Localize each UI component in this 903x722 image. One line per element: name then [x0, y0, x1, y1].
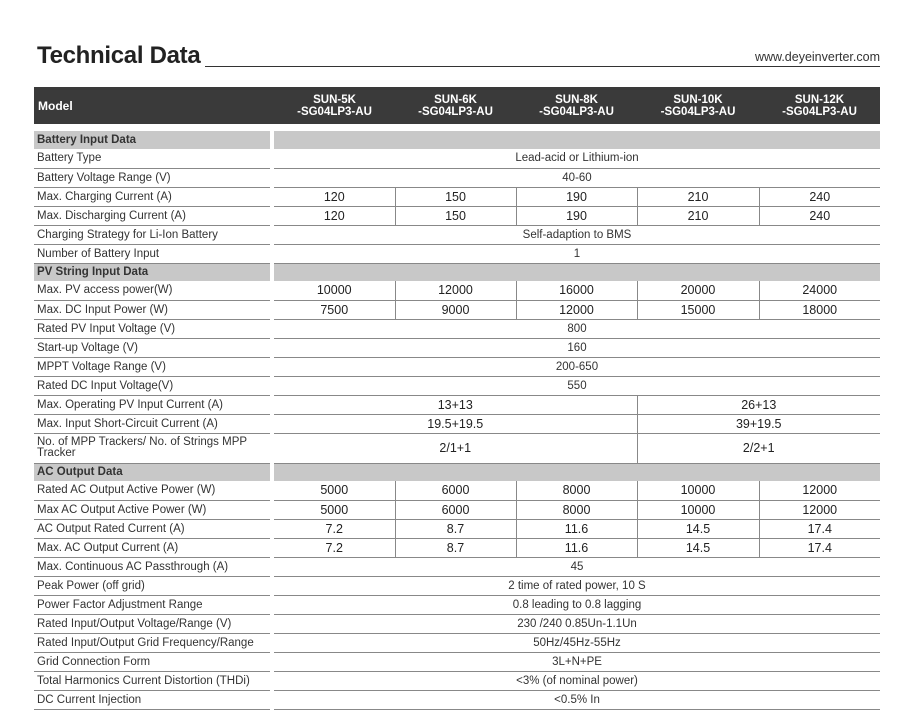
title-rule: [205, 66, 880, 67]
cell-value: 120: [274, 187, 395, 206]
cell-value-group: 39+19.5: [637, 414, 880, 433]
section-fill: [274, 131, 880, 149]
table-row: [34, 338, 880, 357]
table-row: [34, 557, 880, 576]
cell-value-group: 19.5+19.5: [274, 414, 637, 433]
technical-data-table: [34, 87, 880, 710]
model-suffix: -SG04LP3-AU: [297, 105, 372, 118]
cell-value-all-models: 2 time of rated power, 10 S: [274, 576, 880, 595]
model-suffix: -SG04LP3-AU: [418, 105, 493, 118]
model-header-row: [34, 87, 880, 124]
model-column-header: [274, 87, 395, 124]
cell-value: 24000: [759, 281, 880, 300]
row-label: Rated AC Output Active Power (W): [34, 481, 270, 500]
section-header-row: [34, 263, 880, 281]
cell-value: 14.5: [637, 538, 759, 557]
row-label: Battery Type: [34, 149, 270, 168]
cell-value: 17.4: [759, 519, 880, 538]
table-body: [34, 124, 880, 709]
row-label: Grid Connection Form: [34, 652, 270, 671]
cell-value: 7500: [274, 300, 395, 319]
cell-value-all-models: 0.8 leading to 0.8 lagging: [274, 595, 880, 614]
table-row: [34, 538, 880, 557]
table-row: [34, 300, 880, 319]
page-title: Technical Data: [37, 42, 201, 69]
model-column-header: [516, 87, 637, 124]
model-name: SUN-10K: [673, 93, 723, 106]
table-row: [34, 519, 880, 538]
row-label: Max. PV access power(W): [34, 281, 270, 300]
website-url: www.deyeinverter.com: [754, 50, 880, 64]
model-name: SUN-12K: [794, 93, 845, 106]
row-label: DC Current Injection: [34, 690, 270, 709]
cell-value: 15000: [637, 300, 759, 319]
cell-value: 8.7: [395, 519, 516, 538]
cell-value: 150: [395, 187, 516, 206]
cell-value: 18000: [759, 300, 880, 319]
row-label: Battery Voltage Range (V): [34, 168, 270, 187]
cell-value: 9000: [395, 300, 516, 319]
cell-value: 5000: [274, 481, 395, 500]
cell-value-all-models: 1: [274, 244, 880, 263]
table-row: [34, 168, 880, 187]
model-suffix: -SG04LP3-AU: [539, 105, 614, 118]
row-label: Max. Discharging Current (A): [34, 206, 270, 225]
row-label: Total Harmonics Current Distortion (THDi): [34, 671, 270, 690]
cell-value-all-models: <0.5% In: [274, 690, 880, 709]
cell-value: 5000: [274, 500, 395, 519]
table-row: [34, 414, 880, 433]
row-label: Max. Operating PV Input Current (A): [34, 395, 270, 414]
table-row: [34, 281, 880, 300]
row-label: Start-up Voltage (V): [34, 338, 270, 357]
table-row: [34, 357, 880, 376]
table-row: [34, 481, 880, 500]
cell-value: 7.2: [274, 538, 395, 557]
cell-value: 12000: [759, 500, 880, 519]
cell-value-group: 2/2+1: [637, 433, 880, 463]
cell-value: 6000: [395, 500, 516, 519]
table-row: [34, 395, 880, 414]
cell-value-group: 13+13: [274, 395, 637, 414]
table-row: [34, 576, 880, 595]
cell-value: 190: [516, 187, 637, 206]
cell-value: 16000: [516, 281, 637, 300]
cell-value-all-models: 45: [274, 557, 880, 576]
row-label: Peak Power (off grid): [34, 576, 270, 595]
model-label: Model: [34, 87, 270, 124]
row-label: Max. Input Short-Circuit Current (A): [34, 414, 270, 433]
cell-value-all-models: Lead-acid or Lithium-ion: [274, 149, 880, 168]
model-suffix: -SG04LP3-AU: [660, 105, 736, 118]
table-row: [34, 690, 880, 709]
section-title: PV String Input Data: [34, 263, 270, 281]
row-label: Number of Battery Input: [34, 244, 270, 263]
row-label: No. of MPP Trackers/ No. of Strings MPP Tracker: [34, 433, 270, 463]
model-column-header: [395, 87, 516, 124]
table-row: [34, 433, 880, 463]
cell-value: 10000: [274, 281, 395, 300]
cell-value: 6000: [395, 481, 516, 500]
cell-value: 240: [759, 206, 880, 225]
cell-value: 210: [637, 187, 759, 206]
cell-value-all-models: <3% (of nominal power): [274, 671, 880, 690]
table-row: [34, 376, 880, 395]
cell-value: 8.7: [395, 538, 516, 557]
table-row: [34, 319, 880, 338]
table-row: [34, 633, 880, 652]
row-label: Max. Continuous AC Passthrough (A): [34, 557, 270, 576]
cell-value: 20000: [637, 281, 759, 300]
cell-value: 7.2: [274, 519, 395, 538]
table-row: [34, 500, 880, 519]
row-label: Max AC Output Active Power (W): [34, 500, 270, 519]
row-label: MPPT Voltage Range (V): [34, 357, 270, 376]
cell-value: 11.6: [516, 519, 637, 538]
cell-value: 11.6: [516, 538, 637, 557]
cell-value: 17.4: [759, 538, 880, 557]
cell-value-all-models: 160: [274, 338, 880, 357]
table-row: [34, 244, 880, 263]
cell-value: 210: [637, 206, 759, 225]
cell-value: 12000: [759, 481, 880, 500]
cell-value-all-models: 800: [274, 319, 880, 338]
cell-value-group: 2/1+1: [274, 433, 637, 463]
row-label: Rated PV Input Voltage (V): [34, 319, 270, 338]
cell-value: 120: [274, 206, 395, 225]
section-fill: [274, 463, 880, 481]
section-title: Battery Input Data: [34, 131, 270, 149]
row-label: Rated Input/Output Voltage/Range (V): [34, 614, 270, 633]
row-label: Max. DC Input Power (W): [34, 300, 270, 319]
cell-value-all-models: 50Hz/45Hz-55Hz: [274, 633, 880, 652]
table-row: [34, 206, 880, 225]
table-row: [34, 187, 880, 206]
model-column-header: [637, 87, 759, 124]
page-header: [37, 42, 880, 72]
row-label: Rated DC Input Voltage(V): [34, 376, 270, 395]
model-name: SUN-8K: [555, 93, 598, 106]
cell-value: 10000: [637, 481, 759, 500]
cell-value: 8000: [516, 500, 637, 519]
row-label: Max. AC Output Current (A): [34, 538, 270, 557]
row-label: AC Output Rated Current (A): [34, 519, 270, 538]
cell-value-all-models: Self-adaption to BMS: [274, 225, 880, 244]
header-spacer: [34, 124, 880, 131]
cell-value-all-models: 550: [274, 376, 880, 395]
cell-value-all-models: 200-650: [274, 357, 880, 376]
table-row: [34, 652, 880, 671]
section-fill: [274, 263, 880, 281]
table-row: [34, 595, 880, 614]
table-row: [34, 149, 880, 168]
model-name: SUN-6K: [434, 93, 477, 106]
row-label: Power Factor Adjustment Range: [34, 595, 270, 614]
cell-value: 12000: [395, 281, 516, 300]
model-suffix: -SG04LP3-AU: [782, 105, 857, 118]
table-row: [34, 671, 880, 690]
model-column-header: [759, 87, 880, 124]
cell-value: 14.5: [637, 519, 759, 538]
table-row: [34, 225, 880, 244]
cell-value: 150: [395, 206, 516, 225]
cell-value-all-models: 230 /240 0.85Un-1.1Un: [274, 614, 880, 633]
cell-value-all-models: 40-60: [274, 168, 880, 187]
row-label: Max. Charging Current (A): [34, 187, 270, 206]
section-header-row: [34, 131, 880, 149]
cell-value: 12000: [516, 300, 637, 319]
cell-value: 190: [516, 206, 637, 225]
section-header-row: [34, 463, 880, 481]
cell-value: 240: [759, 187, 880, 206]
cell-value: 8000: [516, 481, 637, 500]
section-title: AC Output Data: [34, 463, 270, 481]
row-label: Charging Strategy for Li-Ion Battery: [34, 225, 270, 244]
cell-value: 10000: [637, 500, 759, 519]
cell-value-all-models: 3L+N+PE: [274, 652, 880, 671]
cell-value-group: 26+13: [637, 395, 880, 414]
table-row: [34, 614, 880, 633]
model-name: SUN-5K: [313, 93, 356, 106]
row-label: Rated Input/Output Grid Frequency/Range: [34, 633, 270, 652]
